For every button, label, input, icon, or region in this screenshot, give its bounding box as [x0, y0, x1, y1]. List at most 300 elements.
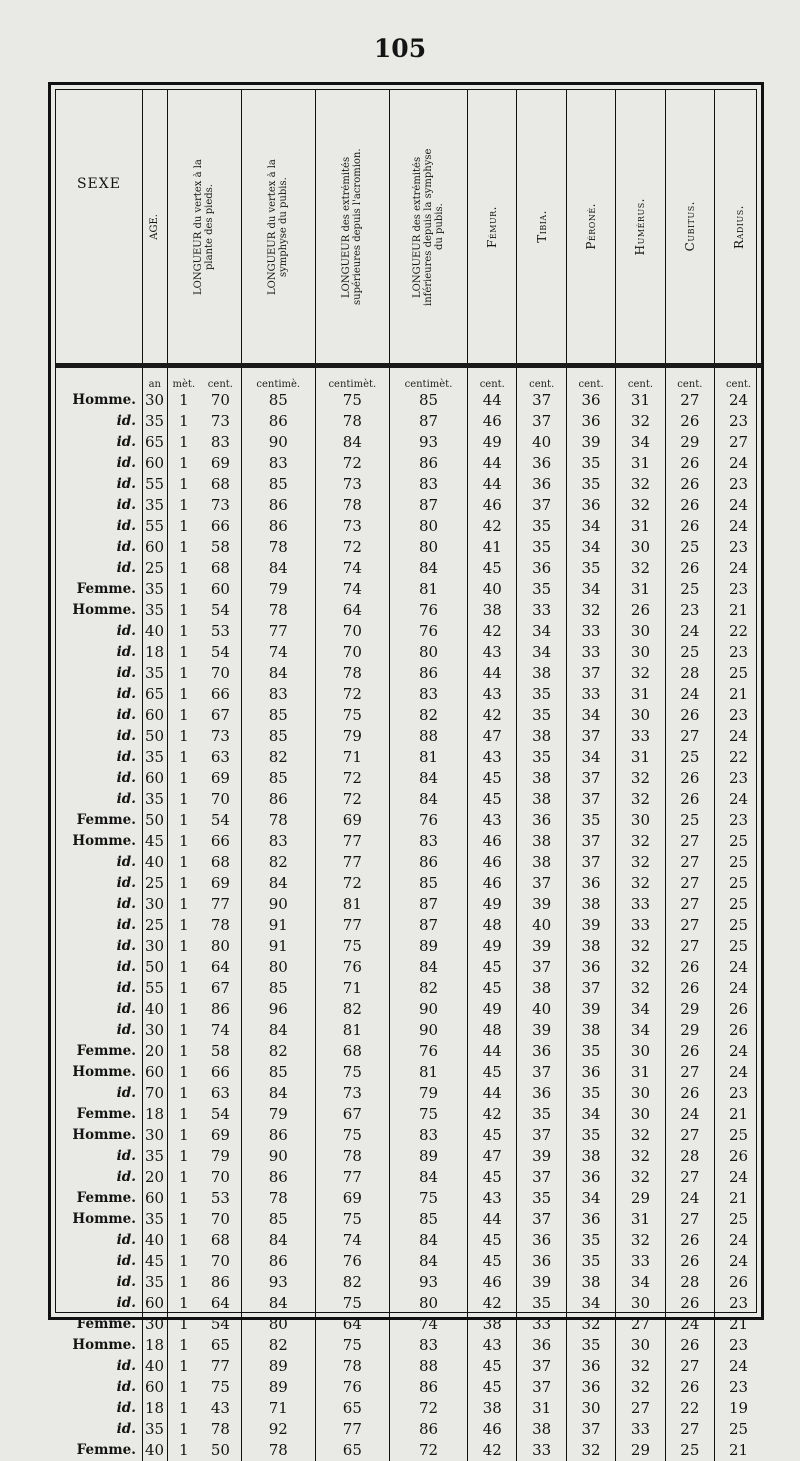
cell-humerus: 31 [616, 453, 665, 474]
cell-ext-sup: 77 [315, 915, 389, 936]
cell-ext-sup: 76 [315, 957, 389, 978]
cell-humerus: 32 [616, 495, 665, 516]
cell-humerus: 32 [616, 768, 665, 789]
cell-cent: 70 [210, 1168, 230, 1186]
cell-cubitus: 26 [665, 1083, 714, 1104]
cell-humerus: 30 [616, 1104, 665, 1125]
cell-tibia: 34 [517, 642, 566, 663]
unit-cell: cent. [207, 379, 233, 390]
cell-cent: 79 [210, 1147, 230, 1165]
cell-radius: 24 [715, 390, 762, 411]
cell-vertex-symphyse: 84 [241, 663, 315, 684]
cell-sexe: id. [116, 980, 136, 996]
cell-ext-inf: 83 [389, 684, 467, 705]
cell-age: 30 [142, 936, 167, 957]
cell-metre: 1 [167, 999, 200, 1020]
cell-femur: 42 [468, 516, 517, 537]
cell-sexe: id. [116, 1400, 136, 1416]
table-row [56, 1356, 762, 1377]
cell-cubitus: 26 [665, 1230, 714, 1251]
cell-ext-sup: 74 [315, 579, 389, 600]
cell-perone: 37 [566, 768, 615, 789]
cell-tibia: 40 [517, 915, 566, 936]
header-perone: Péroné. [566, 90, 615, 366]
cell-cubitus: 26 [665, 495, 714, 516]
cell-ext-inf: 89 [389, 936, 467, 957]
cell-ext-sup: 75 [315, 1125, 389, 1146]
cell-humerus: 34 [616, 1272, 665, 1293]
cell-ext-sup: 77 [315, 831, 389, 852]
cell-perone: 34 [566, 537, 615, 558]
cell-tibia: 33 [517, 1314, 566, 1335]
cell-perone: 35 [566, 1251, 615, 1272]
cell-cubitus: 27 [665, 873, 714, 894]
cell-metre: 1 [167, 411, 200, 432]
cell-radius: 21 [715, 1440, 762, 1461]
cell-cubitus: 24 [665, 1104, 714, 1125]
cell-tibia: 35 [517, 1188, 566, 1209]
cell-cubitus: 28 [665, 663, 714, 684]
cell-sexe: id. [116, 413, 136, 429]
cell-tibia: 37 [517, 1356, 566, 1377]
cell-age: 65 [142, 432, 167, 453]
cell-metre: 1 [167, 558, 200, 579]
cell-cubitus: 26 [665, 789, 714, 810]
cell-humerus: 30 [616, 705, 665, 726]
table-row [56, 1272, 762, 1293]
cell-radius: 25 [715, 1209, 762, 1230]
cell-humerus: 32 [616, 831, 665, 852]
cell-radius: 25 [715, 852, 762, 873]
cell-metre: 1 [167, 1293, 200, 1314]
cell-vertex-symphyse: 80 [241, 1314, 315, 1335]
cell-femur: 45 [468, 1125, 517, 1146]
cell-tibia: 39 [517, 1020, 566, 1041]
cell-tibia: 33 [517, 600, 566, 621]
unit-cell: cent. [517, 366, 566, 391]
cell-age: 35 [142, 789, 167, 810]
cell-cent: 54 [210, 643, 230, 661]
cell-perone: 36 [566, 1356, 615, 1377]
cell-radius: 24 [715, 453, 762, 474]
cell-ext-inf: 85 [389, 873, 467, 894]
table-row [56, 768, 762, 789]
cell-ext-inf: 83 [389, 1125, 467, 1146]
cell-radius: 23 [715, 537, 762, 558]
cell-tibia: 37 [517, 957, 566, 978]
cell-sexe: id. [116, 1232, 136, 1248]
cell-tibia: 39 [517, 936, 566, 957]
cell-metre: 1 [167, 432, 200, 453]
cell-femur: 45 [468, 1251, 517, 1272]
unit-cell: cent. [665, 366, 714, 391]
cell-vertex-symphyse: 89 [241, 1356, 315, 1377]
cell-femur: 38 [468, 1314, 517, 1335]
cell-tibia: 36 [517, 1335, 566, 1356]
cell-perone: 34 [566, 1188, 615, 1209]
cell-humerus: 32 [616, 957, 665, 978]
cell-metre: 1 [167, 1188, 200, 1209]
cell-humerus: 32 [616, 1167, 665, 1188]
cell-radius: 26 [715, 1020, 762, 1041]
cell-cubitus: 27 [665, 936, 714, 957]
header-sexe: SEXE [56, 90, 142, 366]
cell-vertex-symphyse: 89 [241, 1377, 315, 1398]
cell-cubitus: 27 [665, 915, 714, 936]
cell-age: 35 [142, 1419, 167, 1440]
cell-sexe: id. [116, 434, 136, 450]
table-row [56, 957, 762, 978]
cell-tibia: 39 [517, 1272, 566, 1293]
cell-radius: 24 [715, 789, 762, 810]
cell-vertex-symphyse: 86 [241, 789, 315, 810]
cell-tibia: 35 [517, 705, 566, 726]
cell-cubitus: 27 [665, 894, 714, 915]
cell-sexe: Femme. [76, 1190, 136, 1206]
cell-humerus: 30 [616, 1335, 665, 1356]
table-row [56, 1314, 762, 1335]
cell-metre: 1 [167, 537, 200, 558]
unit-cell: centimè. [241, 366, 315, 391]
cell-ext-inf: 84 [389, 768, 467, 789]
cell-femur: 45 [468, 1062, 517, 1083]
cell-metre: 1 [167, 684, 200, 705]
cell-age: 55 [142, 516, 167, 537]
cell-radius: 25 [715, 936, 762, 957]
cell-ext-inf: 86 [389, 453, 467, 474]
header-tibia: Tibia. [517, 90, 566, 366]
cell-vertex-symphyse: 86 [241, 1125, 315, 1146]
cell-vertex-symphyse: 85 [241, 474, 315, 495]
cell-radius: 26 [715, 999, 762, 1020]
table-row [56, 600, 762, 621]
cell-sexe: id. [116, 1358, 136, 1374]
cell-tibia: 36 [517, 1230, 566, 1251]
cell-age: 30 [142, 1020, 167, 1041]
cell-tibia: 37 [517, 1167, 566, 1188]
cell-cubitus: 29 [665, 1020, 714, 1041]
cell-ext-sup: 69 [315, 810, 389, 831]
cell-radius: 24 [715, 978, 762, 999]
cell-vertex-symphyse: 85 [241, 768, 315, 789]
cell-perone: 35 [566, 558, 615, 579]
cell-vertex-symphyse: 82 [241, 852, 315, 873]
cell-sexe: id. [116, 644, 136, 660]
cell-cent: 67 [210, 706, 230, 724]
table-frame [48, 82, 764, 1459]
cell-perone: 32 [566, 1314, 615, 1335]
cell-vertex-symphyse: 85 [241, 726, 315, 747]
cell-femur: 46 [468, 852, 517, 873]
cell-radius: 24 [715, 726, 762, 747]
cell-tibia: 31 [517, 1398, 566, 1419]
cell-tibia: 35 [517, 516, 566, 537]
cell-age: 60 [142, 1377, 167, 1398]
cell-ext-inf: 79 [389, 1083, 467, 1104]
cell-cubitus: 27 [665, 1419, 714, 1440]
cell-metre: 1 [167, 516, 200, 537]
cell-femur: 45 [468, 1167, 517, 1188]
cell-humerus: 32 [616, 978, 665, 999]
table-row [56, 1146, 762, 1167]
measurements-table [56, 90, 762, 1461]
cell-age: 60 [142, 705, 167, 726]
cell-perone: 36 [566, 1377, 615, 1398]
cell-ext-sup: 82 [315, 1272, 389, 1293]
cell-femur: 46 [468, 831, 517, 852]
cell-tibia: 38 [517, 663, 566, 684]
cell-tibia: 38 [517, 726, 566, 747]
cell-femur: 42 [468, 1293, 517, 1314]
cell-ext-sup: 72 [315, 537, 389, 558]
cell-humerus: 31 [616, 516, 665, 537]
cell-perone: 36 [566, 411, 615, 432]
cell-ext-inf: 84 [389, 957, 467, 978]
cell-cent: 70 [210, 1210, 230, 1228]
cell-metre: 1 [167, 390, 200, 411]
cell-femur: 49 [468, 999, 517, 1020]
cell-femur: 38 [468, 1398, 517, 1419]
cell-ext-sup: 82 [315, 999, 389, 1020]
cell-sexe: id. [116, 665, 136, 681]
cell-tibia: 36 [517, 453, 566, 474]
cell-cubitus: 26 [665, 1251, 714, 1272]
cell-ext-sup: 78 [315, 1146, 389, 1167]
cell-radius: 23 [715, 810, 762, 831]
unit-cell: cent. [715, 366, 762, 391]
cell-cent: 73 [210, 496, 230, 514]
cell-vertex-symphyse: 82 [241, 747, 315, 768]
cell-ext-inf: 76 [389, 600, 467, 621]
cell-femur: 43 [468, 642, 517, 663]
cell-metre: 1 [167, 1083, 200, 1104]
cell-humerus: 27 [616, 1398, 665, 1419]
cell-age: 18 [142, 642, 167, 663]
cell-perone: 35 [566, 1125, 615, 1146]
cell-cubitus: 27 [665, 1209, 714, 1230]
cell-femur: 43 [468, 1188, 517, 1209]
cell-radius: 23 [715, 768, 762, 789]
cell-perone: 39 [566, 915, 615, 936]
cell-perone: 30 [566, 1398, 615, 1419]
cell-perone: 38 [566, 1272, 615, 1293]
cell-ext-inf: 81 [389, 579, 467, 600]
cell-vertex-symphyse: 71 [241, 1398, 315, 1419]
cell-humerus: 33 [616, 1419, 665, 1440]
cell-perone: 33 [566, 621, 615, 642]
cell-vertex-symphyse: 91 [241, 936, 315, 957]
cell-vertex-symphyse: 85 [241, 390, 315, 411]
cell-radius: 23 [715, 1335, 762, 1356]
cell-humerus: 32 [616, 474, 665, 495]
cell-femur: 44 [468, 390, 517, 411]
cell-cubitus: 28 [665, 1146, 714, 1167]
cell-humerus: 30 [616, 1293, 665, 1314]
cell-cubitus: 26 [665, 558, 714, 579]
header-radius: Radius. [715, 90, 762, 366]
cell-perone: 36 [566, 1209, 615, 1230]
cell-ext-sup: 74 [315, 1230, 389, 1251]
cell-sexe: id. [116, 1274, 136, 1290]
cell-femur: 38 [468, 600, 517, 621]
cell-femur: 45 [468, 789, 517, 810]
cell-metre: 1 [167, 873, 200, 894]
cell-radius: 24 [715, 1230, 762, 1251]
cell-femur: 43 [468, 684, 517, 705]
cell-tibia: 36 [517, 810, 566, 831]
cell-radius: 24 [715, 495, 762, 516]
cell-age: 60 [142, 768, 167, 789]
cell-ext-inf: 84 [389, 1230, 467, 1251]
cell-radius: 19 [715, 1398, 762, 1419]
cell-ext-sup: 69 [315, 1188, 389, 1209]
cell-cent: 69 [210, 1126, 230, 1144]
cell-ext-inf: 82 [389, 978, 467, 999]
cell-sexe: id. [116, 686, 136, 702]
cell-ext-sup: 78 [315, 663, 389, 684]
cell-age: 60 [142, 453, 167, 474]
cell-tibia: 33 [517, 1440, 566, 1461]
cell-cubitus: 26 [665, 1377, 714, 1398]
cell-vertex-symphyse: 85 [241, 1062, 315, 1083]
cell-perone: 37 [566, 1419, 615, 1440]
cell-metre: 1 [167, 1314, 200, 1335]
table-row [56, 495, 762, 516]
unit-cell: centimèt. [315, 366, 389, 391]
cell-cubitus: 28 [665, 1272, 714, 1293]
header-longueur-vertex-symphyse: LONGUEUR du vertex à la symphyse du pubis. [241, 90, 315, 366]
cell-age: 35 [142, 579, 167, 600]
cell-sexe: id. [116, 896, 136, 912]
cell-age: 60 [142, 1188, 167, 1209]
cell-radius: 24 [715, 1356, 762, 1377]
unit-cell: an [142, 366, 167, 391]
cell-humerus: 30 [616, 537, 665, 558]
cell-sexe: id. [116, 854, 136, 870]
cell-sexe: Femme. [76, 1442, 136, 1458]
cell-age: 65 [142, 684, 167, 705]
cell-sexe: id. [116, 539, 136, 555]
cell-ext-sup: 77 [315, 1167, 389, 1188]
cell-vertex-symphyse: 77 [241, 621, 315, 642]
cell-radius: 25 [715, 915, 762, 936]
cell-vertex-symphyse: 79 [241, 579, 315, 600]
cell-metre: 1 [167, 621, 200, 642]
cell-age: 18 [142, 1398, 167, 1419]
cell-femur: 42 [468, 1104, 517, 1125]
cell-sexe: id. [116, 455, 136, 471]
cell-ext-sup: 75 [315, 936, 389, 957]
cell-sexe: id. [116, 518, 136, 534]
cell-age: 20 [142, 1167, 167, 1188]
cell-perone: 34 [566, 705, 615, 726]
cell-sexe: id. [116, 1253, 136, 1269]
cell-cubitus: 29 [665, 999, 714, 1020]
cell-age: 35 [142, 747, 167, 768]
cell-cent: 43 [210, 1399, 230, 1417]
table-row [56, 663, 762, 684]
cell-metre: 1 [167, 789, 200, 810]
cell-radius: 23 [715, 474, 762, 495]
cell-vertex-symphyse: 78 [241, 1188, 315, 1209]
cell-cent: 54 [210, 601, 230, 619]
cell-vertex-symphyse: 78 [241, 1440, 315, 1461]
cell-humerus: 29 [616, 1188, 665, 1209]
cell-sexe: id. [116, 1001, 136, 1017]
cell-sexe: id. [116, 1295, 136, 1311]
cell-vertex-symphyse: 78 [241, 810, 315, 831]
cell-vertex-symphyse: 93 [241, 1272, 315, 1293]
cell-perone: 36 [566, 1062, 615, 1083]
cell-age: 40 [142, 621, 167, 642]
cell-age: 35 [142, 663, 167, 684]
cell-cent: 74 [210, 1021, 230, 1039]
cell-perone: 36 [566, 390, 615, 411]
cell-cent: 83 [210, 433, 230, 451]
cell-femur: 47 [468, 1146, 517, 1167]
cell-age: 50 [142, 810, 167, 831]
table-row [56, 1230, 762, 1251]
cell-humerus: 32 [616, 1125, 665, 1146]
cell-cent: 78 [210, 916, 230, 934]
header-longueur-ext-inf: LONGUEUR des extrémités inférieures depuis la symphyse du pubis. [389, 90, 467, 366]
cell-ext-inf: 83 [389, 831, 467, 852]
cell-cent: 73 [210, 412, 230, 430]
cell-ext-sup: 73 [315, 1083, 389, 1104]
cell-humerus: 27 [616, 1314, 665, 1335]
unit-cell: cent. [616, 366, 665, 391]
cell-age: 40 [142, 852, 167, 873]
cell-metre: 1 [167, 642, 200, 663]
cell-perone: 38 [566, 1020, 615, 1041]
cell-cubitus: 29 [665, 432, 714, 453]
cell-vertex-symphyse: 96 [241, 999, 315, 1020]
cell-cubitus: 26 [665, 474, 714, 495]
cell-femur: 43 [468, 747, 517, 768]
cell-humerus: 32 [616, 1230, 665, 1251]
cell-age: 30 [142, 1125, 167, 1146]
cell-metre: 1 [167, 1167, 200, 1188]
cell-ext-sup: 71 [315, 978, 389, 999]
table-row [56, 831, 762, 852]
cell-sexe: id. [116, 1379, 136, 1395]
cell-tibia: 35 [517, 579, 566, 600]
cell-humerus: 31 [616, 747, 665, 768]
cell-sexe: id. [116, 560, 136, 576]
cell-metre: 1 [167, 663, 200, 684]
cell-tibia: 38 [517, 768, 566, 789]
cell-cubitus: 26 [665, 957, 714, 978]
cell-humerus: 32 [616, 1356, 665, 1377]
unit-cell: cent. [566, 366, 615, 391]
cell-humerus: 33 [616, 726, 665, 747]
table-row [56, 705, 762, 726]
cell-radius: 24 [715, 516, 762, 537]
table-row [56, 747, 762, 768]
cell-ext-sup: 72 [315, 873, 389, 894]
cell-sexe: Homme. [72, 1127, 136, 1143]
cell-ext-sup: 77 [315, 852, 389, 873]
cell-cent: 70 [210, 1252, 230, 1270]
cell-vertex-symphyse: 84 [241, 873, 315, 894]
cell-cubitus: 26 [665, 1335, 714, 1356]
cell-femur: 40 [468, 579, 517, 600]
cell-vertex-symphyse: 84 [241, 558, 315, 579]
cell-humerus: 26 [616, 600, 665, 621]
cell-age: 18 [142, 1104, 167, 1125]
cell-perone: 35 [566, 1335, 615, 1356]
cell-metre: 1 [167, 936, 200, 957]
